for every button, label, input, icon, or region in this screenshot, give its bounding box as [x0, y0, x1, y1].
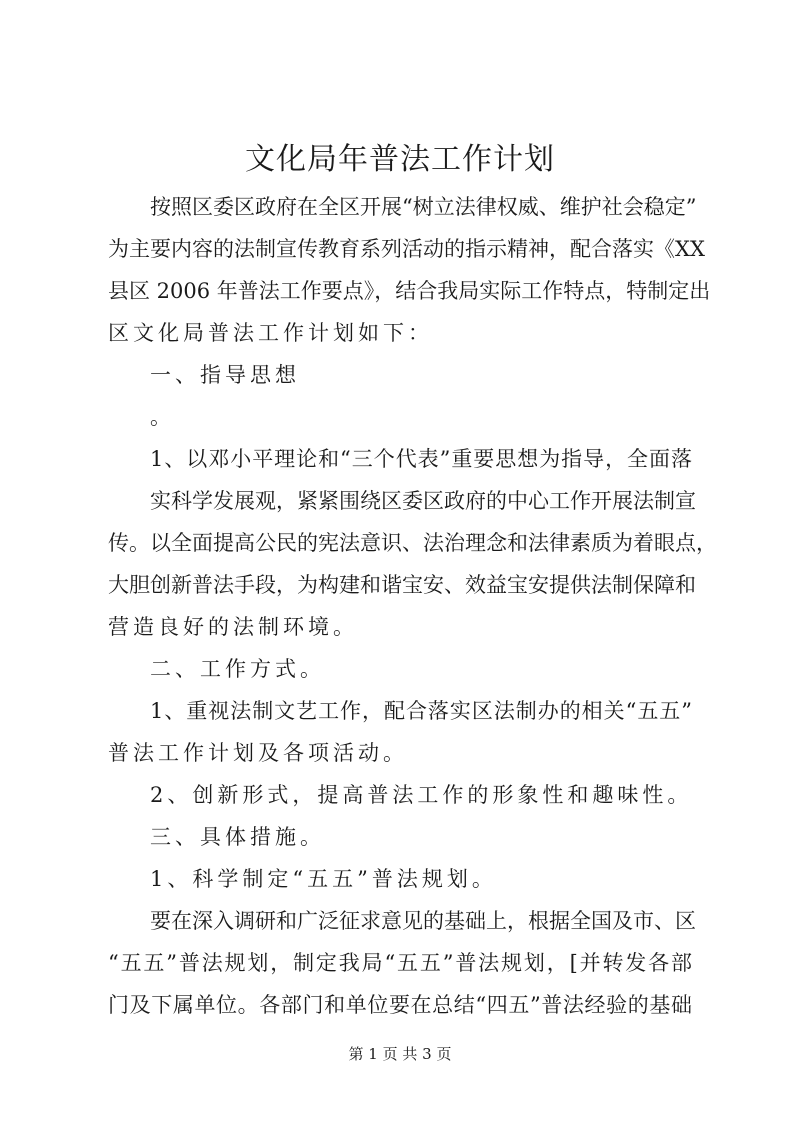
- text-line: 1、以邓小平理论和“三个代表”重要思想为指导，全面落: [150, 447, 692, 471]
- document-title: 文化局年普法工作计划: [245, 142, 555, 177]
- text-line: 县区 2006 年普法工作要点》，结合我局实际工作特点，特制定出: [108, 279, 711, 303]
- text-line: 实科学发展观，紧紧围绕区委区政府的中心工作开展法制宣: [150, 489, 696, 513]
- text-line: 区文化局普法工作计划如下：: [108, 321, 433, 345]
- text-line: 传。以全面提高公民的宪法意识、法治理念和法律素质为着眼点，: [108, 531, 717, 555]
- text-line: 门及下属单位。各部门和单位要在总结“四五”普法经验的基础: [108, 993, 692, 1017]
- text-line: 。: [150, 405, 175, 429]
- document-body: [108, 186, 717, 1026]
- text-line: 为主要内容的法制宣传教育系列活动的指示精神，配合落实《XX: [108, 237, 705, 261]
- text-line: 二、工作方式。: [150, 657, 325, 681]
- text-line: “五五”普法规划，制定我局“五五”普法规划，[并转发各部: [108, 951, 692, 975]
- text-line: 三、具体措施。: [150, 825, 325, 849]
- text-line: 1、科学制定“五五”普法规划。: [150, 867, 497, 891]
- text-line: 2、创新形式，提高普法工作的形象性和趣味性。: [150, 783, 693, 807]
- text-line: 大胆创新普法手段，为构建和谐宝安、效益宝安提供法制保障和: [108, 573, 696, 597]
- text-line: 要在深入调研和广泛征求意见的基础上，根据全国及市、区: [150, 909, 696, 933]
- text-line: 营造良好的法制环境。: [108, 615, 358, 639]
- text-line: 按照区委区政府在全区开展“树立法律权威、维护社会稳定”: [150, 195, 697, 219]
- text-line: 1、重视法制文艺工作，配合落实区法制办的相关“五五”: [150, 699, 692, 723]
- page-footer: 第 1 页 共 3 页: [348, 1045, 452, 1063]
- text-line: 普法工作计划及各项活动。: [108, 741, 408, 765]
- text-line: 一、指导思想: [150, 363, 300, 387]
